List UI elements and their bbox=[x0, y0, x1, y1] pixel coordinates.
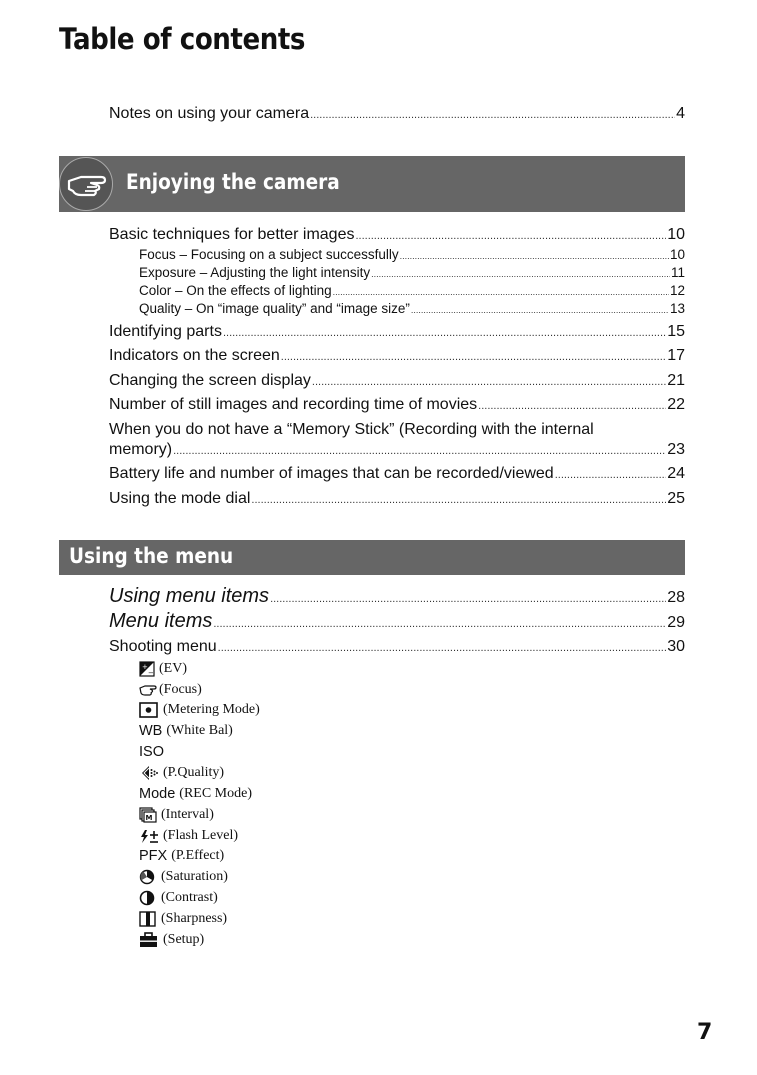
menu-item-saturation[interactable] bbox=[139, 867, 228, 887]
menu-item-label: (Interval) bbox=[161, 807, 214, 822]
toc-entry-label: Battery life and number of images that can be recorded/viewed bbox=[109, 465, 554, 482]
menu-item-label: (Sharpness) bbox=[161, 911, 228, 926]
dot-leader bbox=[312, 376, 666, 388]
menu-item-label: (P.Quality) bbox=[163, 765, 225, 780]
toc-entry-page: 17 bbox=[667, 347, 685, 364]
menu-item-label: (REC Mode) bbox=[179, 786, 252, 801]
toc-entry-page: 28 bbox=[667, 589, 685, 606]
interval-icon bbox=[139, 807, 157, 823]
svg-text:M: M bbox=[145, 814, 153, 822]
menu-item-contrast[interactable] bbox=[139, 888, 218, 908]
dot-leader bbox=[555, 469, 667, 481]
toc-entry-notes[interactable] bbox=[109, 105, 685, 123]
dot-leader bbox=[223, 327, 666, 339]
menu-item-label: (Contrast) bbox=[161, 890, 218, 905]
section-banner-enjoying bbox=[59, 156, 685, 212]
section-banner-menu bbox=[59, 540, 685, 575]
pointing-hand-icon bbox=[59, 157, 113, 211]
toc-subentry[interactable] bbox=[139, 301, 685, 316]
toc-entry-page: 13 bbox=[669, 301, 685, 316]
toc-entry-page: 4 bbox=[676, 105, 685, 122]
dot-leader bbox=[251, 494, 666, 506]
toc-entry-label: Menu items bbox=[109, 610, 213, 632]
dot-leader bbox=[310, 109, 675, 121]
toc-entry-page: 22 bbox=[667, 396, 685, 413]
focus-icon bbox=[139, 682, 155, 698]
toc-entry-menu-items[interactable] bbox=[109, 610, 685, 633]
toc-entry-page: 23 bbox=[667, 441, 685, 458]
dot-leader bbox=[400, 251, 669, 261]
toc-entry-page: 30 bbox=[667, 638, 685, 655]
menu-item-sharpness[interactable] bbox=[139, 909, 227, 929]
toc-entry-basic[interactable] bbox=[109, 226, 685, 244]
toc-subentry[interactable] bbox=[139, 247, 685, 262]
toc-entry[interactable] bbox=[109, 323, 685, 341]
toc-entry-page: 15 bbox=[667, 323, 685, 340]
menu-item-white-bal[interactable] bbox=[139, 721, 233, 741]
toc-entry-label: Changing the screen display bbox=[109, 372, 311, 389]
flash-level-icon bbox=[139, 828, 159, 844]
menu-item-label: (White Bal) bbox=[166, 723, 233, 738]
menu-item-flash-level[interactable] bbox=[139, 826, 238, 846]
toc-entry[interactable] bbox=[109, 372, 685, 390]
dot-leader bbox=[281, 351, 666, 363]
toc-entry-page: 10 bbox=[667, 226, 685, 243]
menu-item-label: (Saturation) bbox=[161, 869, 228, 884]
dot-leader bbox=[173, 445, 666, 457]
toc-entry-label: Color – On the effects of lighting bbox=[139, 283, 332, 298]
toc-entry-label: Indicators on the screen bbox=[109, 347, 280, 364]
menu-item-label: (Metering Mode) bbox=[163, 702, 260, 717]
menu-item-ev[interactable] bbox=[139, 659, 187, 679]
toc-entry-label: Number of still images and recording time of movies bbox=[109, 396, 478, 413]
menu-item-label: (Flash Level) bbox=[163, 828, 239, 843]
toc-entry-dial[interactable] bbox=[109, 490, 685, 508]
menu-item-interval[interactable] bbox=[139, 805, 214, 825]
page-number: 7 bbox=[697, 1020, 713, 1045]
menu-item-code: PFX bbox=[139, 848, 168, 864]
section-heading: Enjoying the camera bbox=[126, 170, 340, 194]
toc-entry-label: Using menu items bbox=[109, 585, 270, 607]
toolbox-icon bbox=[139, 932, 159, 948]
dot-leader bbox=[270, 593, 666, 605]
menu-item-iso[interactable] bbox=[139, 742, 164, 762]
toc-entry-label: Using the mode dial bbox=[109, 490, 251, 507]
toc-entry-label: Exposure – Adjusting the light intensity bbox=[139, 265, 371, 280]
dot-leader bbox=[333, 287, 669, 297]
menu-item-label: (EV) bbox=[159, 661, 187, 676]
toc-entry-memory-line1[interactable]: When you do not have a “Memory Stick” (Recording with the internal bbox=[109, 421, 594, 438]
dot-leader bbox=[355, 230, 666, 242]
menu-item-metering[interactable] bbox=[139, 700, 260, 720]
page-title: Table of contents bbox=[59, 22, 305, 56]
toc-entry-page: 25 bbox=[667, 490, 685, 507]
toc-entry[interactable] bbox=[109, 396, 685, 414]
section-heading: Using the menu bbox=[69, 544, 234, 568]
dot-leader bbox=[218, 642, 667, 654]
menu-item-peffect[interactable] bbox=[139, 846, 224, 866]
dot-leader bbox=[213, 618, 666, 630]
sharpness-icon bbox=[139, 911, 157, 927]
menu-item-setup[interactable] bbox=[139, 930, 204, 950]
toc-entry-shooting-menu[interactable] bbox=[109, 638, 685, 656]
toc-entry-label: Identifying parts bbox=[109, 323, 222, 340]
toc-entry-memory[interactable] bbox=[109, 441, 685, 459]
toc-entry-label: Quality – On “image quality” and “image size” bbox=[139, 301, 410, 316]
saturation-icon bbox=[139, 869, 157, 885]
menu-item-label: (P.Effect) bbox=[171, 848, 225, 863]
menu-item-code: Mode bbox=[139, 786, 176, 802]
toc-entry-page: 24 bbox=[667, 465, 685, 482]
menu-item-code: ISO bbox=[139, 744, 164, 760]
toc-subentry[interactable] bbox=[139, 283, 685, 298]
toc-subentry[interactable] bbox=[139, 265, 685, 280]
toc-entry-page: 29 bbox=[667, 614, 685, 631]
menu-item-label: (Setup) bbox=[163, 932, 205, 947]
toc-entry-label: Shooting menu bbox=[109, 638, 217, 655]
menu-item-code: WB bbox=[139, 723, 163, 739]
toc-entry-page: 12 bbox=[669, 283, 685, 298]
toc-entry-battery[interactable] bbox=[109, 465, 685, 483]
toc-entry-page: 21 bbox=[667, 372, 685, 389]
menu-item-focus[interactable] bbox=[139, 680, 202, 700]
dot-leader bbox=[478, 400, 666, 412]
svg-text:+: + bbox=[142, 663, 148, 671]
menu-item-label: (Focus) bbox=[159, 682, 202, 697]
toc-entry-label: Notes on using your camera bbox=[109, 105, 310, 122]
picture-quality-icon bbox=[139, 765, 159, 781]
toc-entry-label: Basic techniques for better images bbox=[109, 226, 355, 243]
contrast-icon bbox=[139, 890, 157, 906]
svg-text:−: − bbox=[148, 669, 154, 677]
dot-leader bbox=[371, 269, 670, 279]
toc-entry-page: 11 bbox=[670, 265, 685, 280]
ev-icon bbox=[139, 661, 155, 677]
menu-item-pquality[interactable] bbox=[139, 763, 224, 783]
toc-entry-page: 10 bbox=[669, 247, 685, 262]
menu-item-rec-mode[interactable] bbox=[139, 784, 252, 804]
metering-icon bbox=[139, 702, 159, 718]
toc-entry-using-menu-items[interactable] bbox=[109, 585, 685, 608]
toc-entry[interactable] bbox=[109, 347, 685, 365]
toc-entry-label: memory) bbox=[109, 441, 173, 458]
dot-leader bbox=[411, 305, 669, 315]
toc-entry-label: Focus – Focusing on a subject successfully bbox=[139, 247, 399, 262]
